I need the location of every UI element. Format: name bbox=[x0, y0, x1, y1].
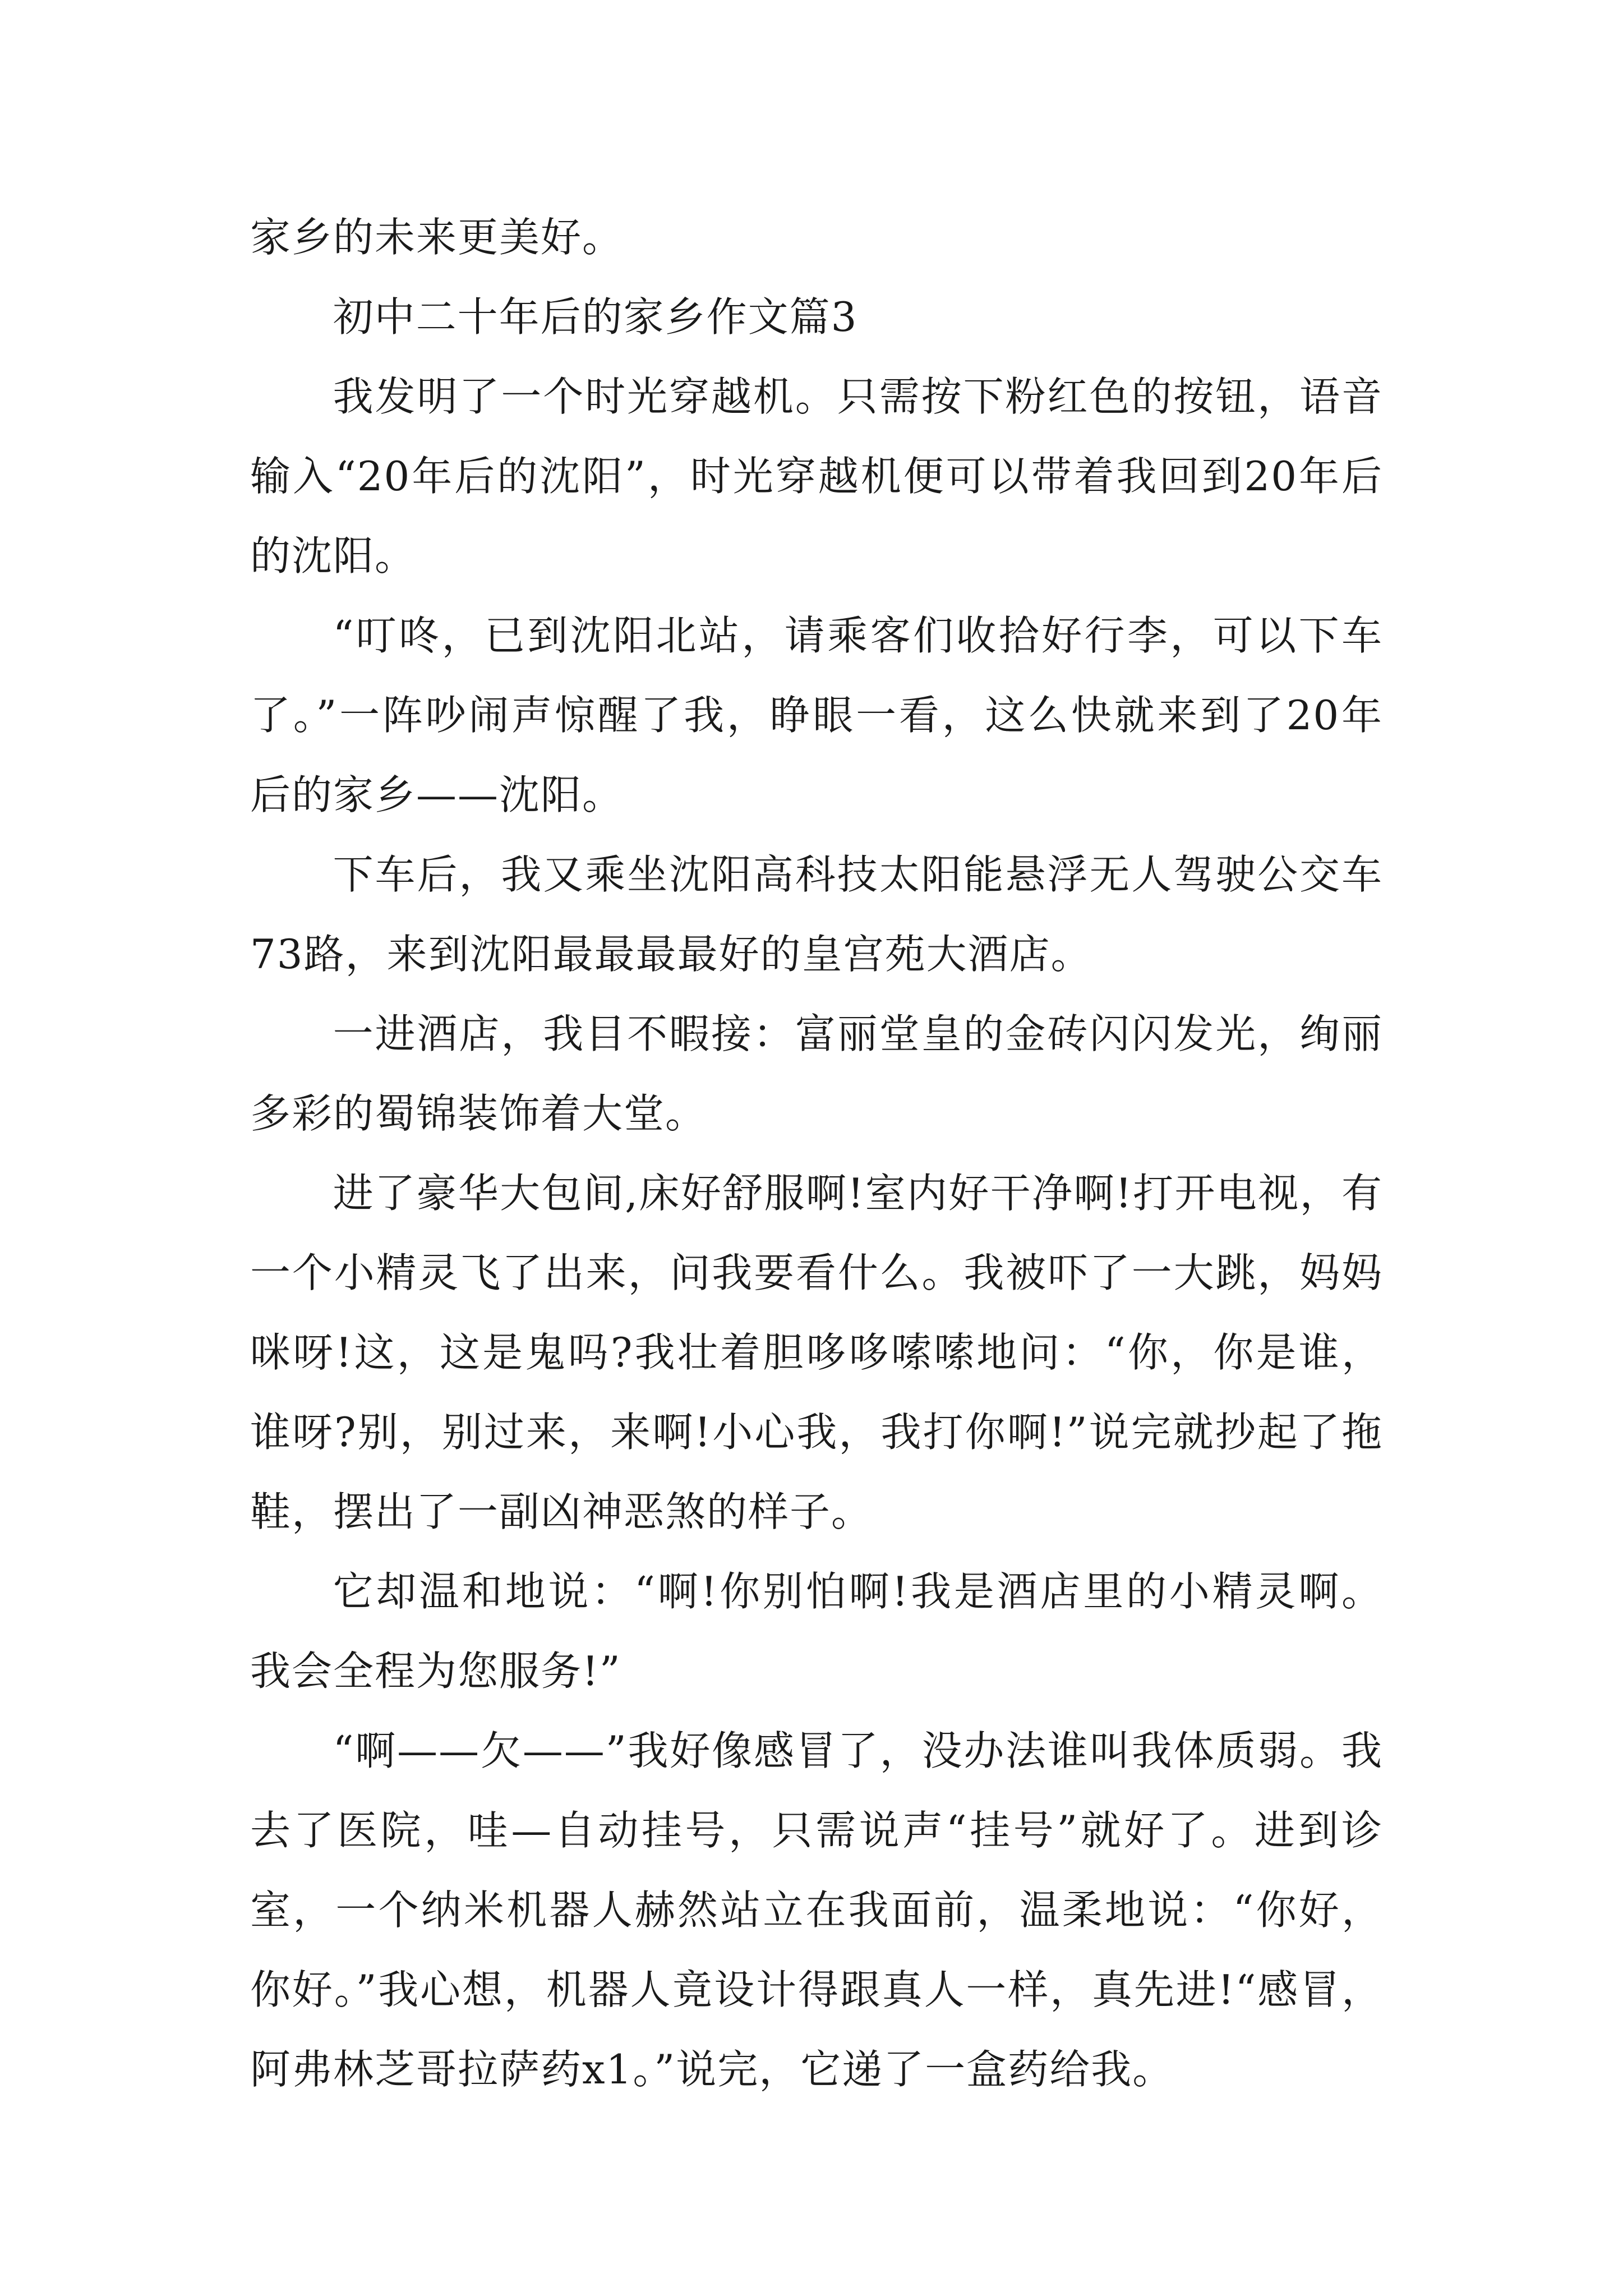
paragraph-continuation: 家乡的未来更美好。 bbox=[250, 214, 624, 261]
paragraph-hospital: “啊——欠——”我好像感冒了，没办法谁叫我体质弱。我去了医院，哇—自动挂号，只需说声“挂号”就好了。进到诊室，一个纳米机器人赫然站立在我面前，温柔地说：“你好，你好。”我心想，机器人竟设计得跟真人一样，真先进!“感冒，阿弗林芝哥拉萨药x1。”说完，它递了一盒药给我。 bbox=[250, 1727, 1383, 2093]
paragraph-bus: 下车后，我又乘坐沈阳高科技太阳能悬浮无人驾驶公交车73路，来到沈阳最最最最好的皇宫苑大酒店。 bbox=[250, 851, 1383, 978]
paragraph-arrival: “叮咚，已到沈阳北站，请乘客们收拾好行李，可以下车了。”一阵吵闹声惊醒了我，睁眼一看，这么快就来到了20年后的家乡——沈阳。 bbox=[250, 612, 1383, 818]
paragraph-time-machine: 我发明了一个时光穿越机。只需按下粉红色的按钮，语音输入“20年后的沈阳”，时光穿越机便可以带着我回到20年后的沈阳。 bbox=[250, 373, 1383, 579]
paragraph-hotel-lobby: 一进酒店，我目不暇接：富丽堂皇的金砖闪闪发光，绚丽多彩的蜀锦装饰着大堂。 bbox=[250, 1010, 1383, 1137]
paragraph-sprite-reply: 它却温和地说：“啊!你别怕啊!我是酒店里的小精灵啊。我会全程为您服务!” bbox=[250, 1568, 1383, 1695]
article-heading: 初中二十年后的家乡作文篇3 bbox=[333, 293, 858, 341]
paragraph-hotel-room: 进了豪华大包间,床好舒服啊!室内好干净啊!打开电视，有一个小精灵飞了出来，问我要看什么。我被吓了一大跳，妈妈咪呀!这，这是鬼吗?我壮着胆哆哆嗦嗦地问：“你，你是谁，谁呀?别，别过来，来啊!小心我，我打你啊!”说完就抄起了拖鞋，摆出了一副凶神恶煞的样子。 bbox=[250, 1170, 1383, 1535]
article-body bbox=[250, 197, 1383, 2109]
